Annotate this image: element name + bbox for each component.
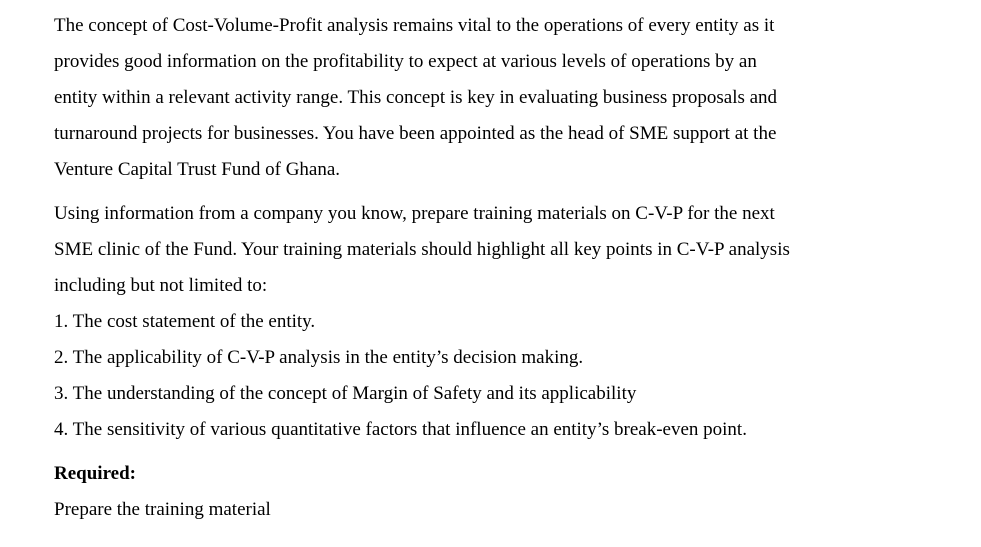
paragraph-intro [54, 8, 969, 188]
list-item: 1. The cost statement of the entity. [54, 311, 316, 332]
paragraph-instructions [54, 196, 969, 304]
text-line: Venture Capital Trust Fund of Ghana. [54, 159, 341, 180]
text-line: including but not limited to: [54, 275, 268, 296]
list-item: 4. The sensitivity of various quantitative factors that influence an entity’s break-even point. [54, 419, 747, 440]
text-line: Using information from a company you know, prepare training materials on C-V-P for the next [54, 203, 775, 224]
numbered-list [54, 304, 969, 448]
required-text: Prepare the training material [54, 499, 271, 520]
text-line: entity within a relevant activity range. This concept is key in evaluating business proposals and [54, 87, 778, 108]
text-line: The concept of Cost-Volume-Profit analysis remains vital to the operations of every entity as it [54, 15, 775, 36]
text-line: SME clinic of the Fund. Your training materials should highlight all key points in C-V-P analysis [54, 239, 790, 260]
list-item: 2. The applicability of C-V-P analysis in the entity’s decision making. [54, 347, 584, 368]
document-body [54, 8, 969, 528]
text-line: provides good information on the profitability to expect at various levels of operations by an [54, 51, 757, 72]
required-section [54, 456, 969, 528]
list-item: 3. The understanding of the concept of Margin of Safety and its applicability [54, 383, 637, 404]
text-line: turnaround projects for businesses. You have been appointed as the head of SME support at the [54, 123, 777, 144]
required-heading: Required: [54, 463, 136, 484]
